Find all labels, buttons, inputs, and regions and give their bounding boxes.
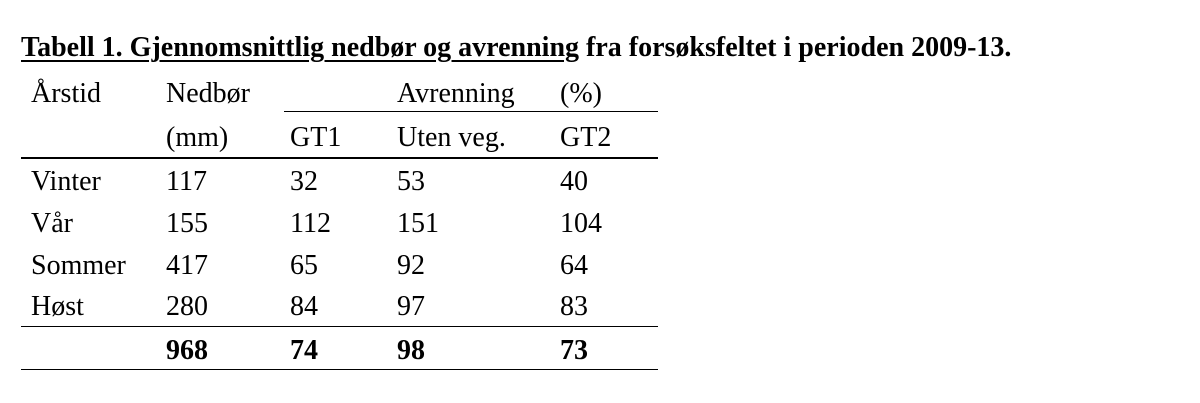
total-gt1: 74 — [290, 335, 318, 366]
total-precip: 968 — [166, 335, 208, 366]
caption-rest: fra forsøksfeltet i perioden 2009-13. — [579, 32, 1012, 63]
row-precip: 155 — [166, 208, 208, 239]
row-gt1: 32 — [290, 166, 318, 197]
row-gt1: 112 — [290, 208, 331, 239]
rule-before-total — [21, 326, 658, 327]
row-season: Høst — [31, 291, 84, 322]
header-runoff-unit: (%) — [560, 78, 602, 109]
total-uten: 98 — [397, 335, 425, 366]
header-season: Årstid — [31, 78, 101, 109]
header-runoff: Avrenning — [397, 78, 515, 109]
row-season: Vår — [31, 208, 73, 239]
rule-table-bottom — [21, 369, 658, 370]
row-gt2: 83 — [560, 291, 588, 322]
header-precip-unit: (mm) — [166, 122, 229, 153]
header-precip: Nedbør — [166, 78, 250, 109]
table-caption — [21, 32, 1011, 64]
rule-runoff-span — [284, 111, 658, 112]
row-gt1: 65 — [290, 250, 318, 281]
row-precip: 417 — [166, 250, 208, 281]
header-gt1: GT1 — [290, 122, 342, 153]
row-precip: 117 — [166, 166, 207, 197]
row-uten: 151 — [397, 208, 439, 239]
row-season: Vinter — [31, 166, 101, 197]
row-gt2: 104 — [560, 208, 602, 239]
row-gt2: 64 — [560, 250, 588, 281]
total-gt2: 73 — [560, 335, 588, 366]
caption-underlined: Tabell 1. Gjennomsnittlig nedbør og avrenning — [21, 32, 580, 63]
row-precip: 280 — [166, 291, 208, 322]
rule-header-bottom — [21, 157, 658, 159]
row-uten: 53 — [397, 166, 425, 197]
header-uten-veg: Uten veg. — [397, 122, 506, 153]
row-season: Sommer — [31, 250, 126, 281]
header-gt2: GT2 — [560, 122, 612, 153]
row-uten: 97 — [397, 291, 425, 322]
row-gt2: 40 — [560, 166, 588, 197]
row-uten: 92 — [397, 250, 425, 281]
row-gt1: 84 — [290, 291, 318, 322]
